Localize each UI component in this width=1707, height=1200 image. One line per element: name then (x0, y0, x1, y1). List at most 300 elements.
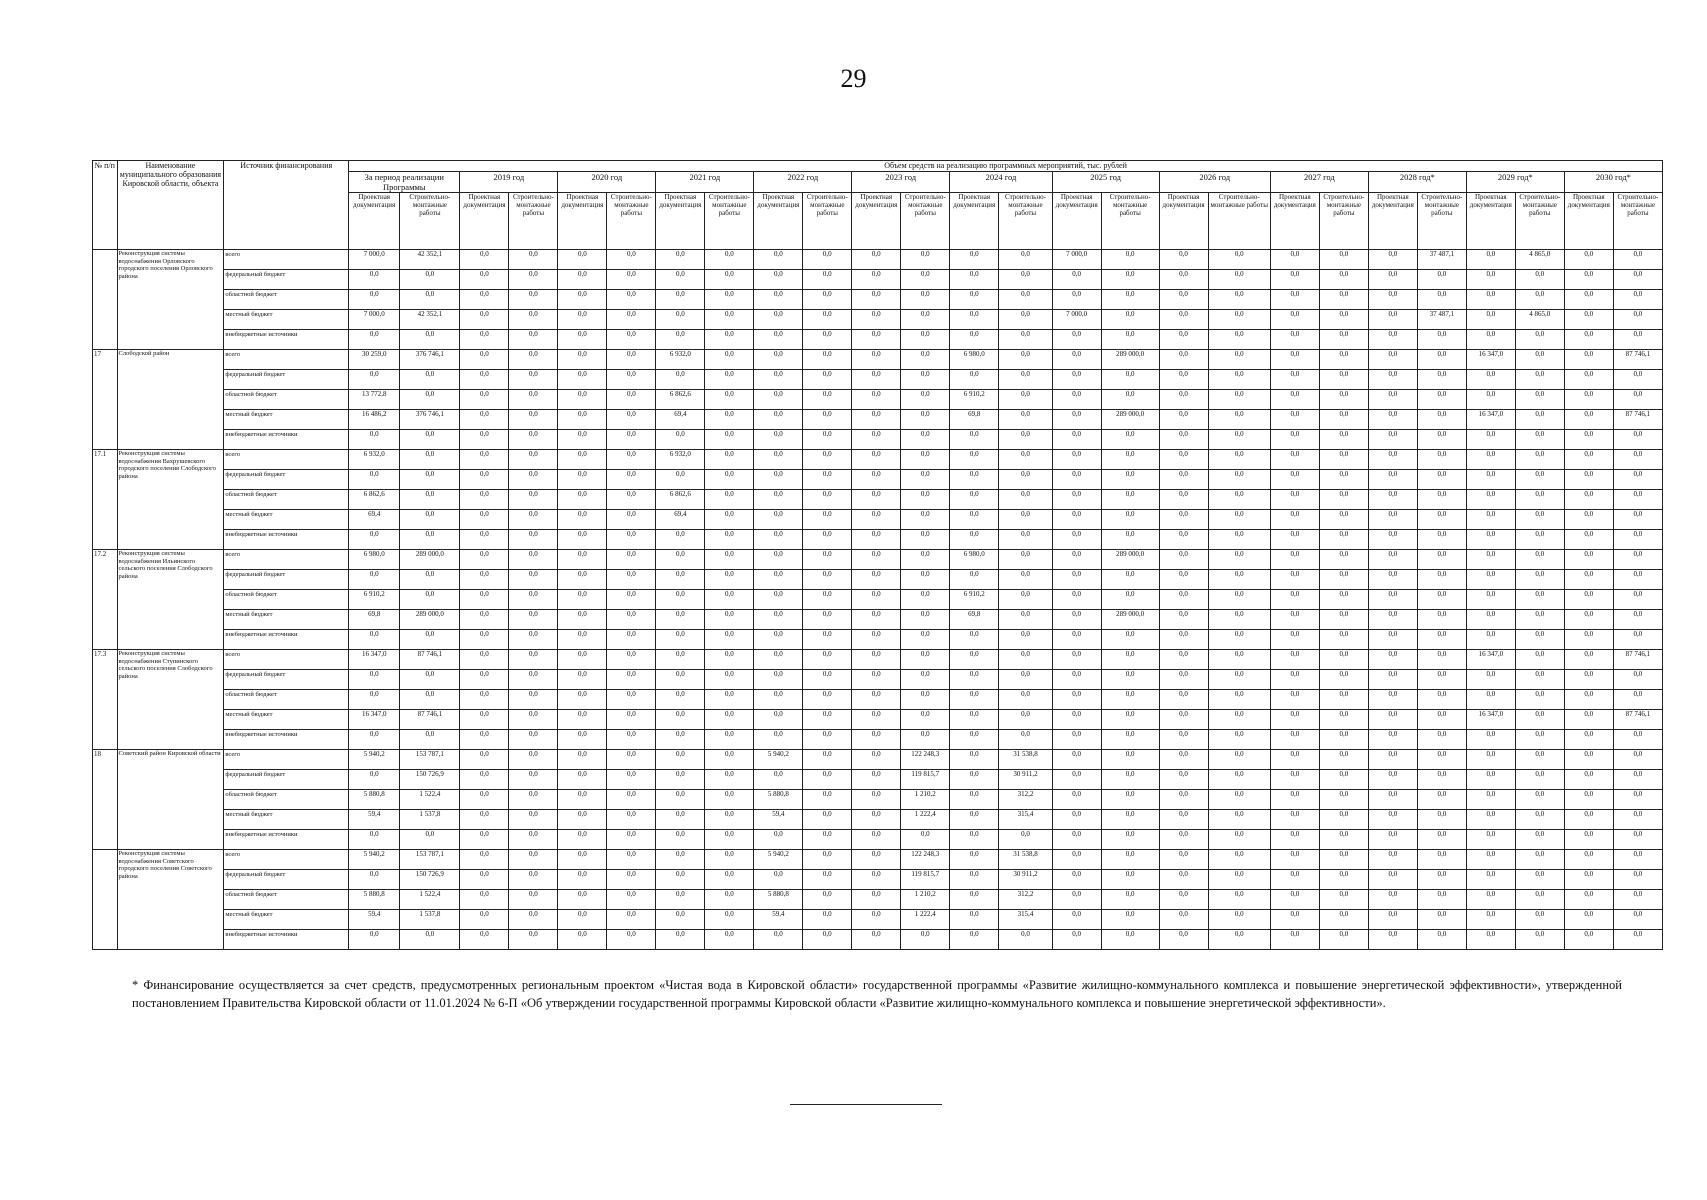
table-header (93, 161, 1663, 250)
value-cell: 0,0 (607, 810, 656, 830)
value-cell: 0,0 (1208, 930, 1270, 950)
value-cell: 0,0 (1368, 470, 1417, 490)
funding-source: местный бюджет (224, 510, 349, 530)
value-cell: 0,0 (509, 250, 558, 270)
table-row (93, 490, 1663, 510)
value-cell: 0,0 (1417, 610, 1466, 630)
subcol-construction-header: Строительно-монтажные работы (1208, 193, 1270, 250)
value-cell: 0,0 (509, 510, 558, 530)
value-cell: 0,0 (1270, 490, 1319, 510)
value-cell: 0,0 (558, 390, 607, 410)
object-name: Реконструкция системы водоснабжения Ильинского сельского поселения Слободского района (117, 550, 224, 650)
value-cell: 0,0 (607, 570, 656, 590)
value-cell: 0,0 (852, 290, 901, 310)
value-cell: 0,0 (705, 930, 754, 950)
object-name: Реконструкция системы водоснабжения Советского городского поселения Советского района (117, 850, 224, 950)
value-cell: 0,0 (705, 570, 754, 590)
value-cell: 0,0 (1417, 430, 1466, 450)
value-cell: 0,0 (509, 650, 558, 670)
value-cell: 0,0 (999, 510, 1052, 530)
value-cell: 0,0 (656, 570, 705, 590)
value-cell: 0,0 (803, 290, 852, 310)
value-cell: 0,0 (1270, 930, 1319, 950)
value-cell: 0,0 (1466, 570, 1515, 590)
value-cell: 0,0 (852, 770, 901, 790)
value-cell: 0,0 (558, 450, 607, 470)
value-cell: 0,0 (656, 330, 705, 350)
period-header: 2022 год (754, 172, 852, 193)
value-cell: 0,0 (1368, 830, 1417, 850)
value-cell: 289 000,0 (1101, 610, 1159, 630)
subcol-construction-header: Строительно-монтажные работы (901, 193, 950, 250)
value-cell: 0,0 (509, 930, 558, 950)
value-cell: 0,0 (1052, 710, 1101, 730)
value-cell: 0,0 (754, 330, 803, 350)
value-cell: 0,0 (999, 590, 1052, 610)
value-cell: 0,0 (705, 410, 754, 430)
value-cell: 0,0 (705, 830, 754, 850)
value-cell: 0,0 (950, 290, 999, 310)
value-cell: 0,0 (1613, 570, 1662, 590)
value-cell: 0,0 (705, 250, 754, 270)
value-cell: 0,0 (1368, 710, 1417, 730)
value-cell: 0,0 (803, 770, 852, 790)
value-cell: 0,0 (1613, 390, 1662, 410)
financing-table (92, 160, 1663, 950)
value-cell: 0,0 (1368, 430, 1417, 450)
value-cell: 0,0 (1515, 610, 1564, 630)
value-cell: 1 222,4 (901, 910, 950, 930)
subcol-construction-header: Строительно-монтажные работы (1417, 193, 1466, 250)
value-cell: 1 522,4 (400, 790, 460, 810)
value-cell: 0,0 (1515, 410, 1564, 430)
value-cell: 6 932,0 (656, 450, 705, 470)
value-cell: 0,0 (607, 730, 656, 750)
object-name: Советский район Кировской области (117, 750, 224, 850)
value-cell: 0,0 (1101, 530, 1159, 550)
funding-source: всего (224, 750, 349, 770)
value-cell: 0,0 (1101, 590, 1159, 610)
table-row (93, 690, 1663, 710)
value-cell: 0,0 (754, 650, 803, 670)
table-row (93, 750, 1663, 770)
value-cell: 0,0 (1159, 750, 1208, 770)
value-cell: 0,0 (460, 710, 509, 730)
value-cell: 289 000,0 (1101, 410, 1159, 430)
value-cell: 0,0 (705, 590, 754, 610)
value-cell: 0,0 (1564, 250, 1613, 270)
value-cell: 0,0 (901, 550, 950, 570)
value-cell: 0,0 (1417, 670, 1466, 690)
value-cell: 0,0 (803, 530, 852, 550)
value-cell: 0,0 (1368, 630, 1417, 650)
funding-source: всего (224, 650, 349, 670)
value-cell: 0,0 (803, 710, 852, 730)
table-row (93, 810, 1663, 830)
funding-source: всего (224, 250, 349, 270)
value-cell: 0,0 (1613, 610, 1662, 630)
value-cell: 16 347,0 (1466, 710, 1515, 730)
value-cell: 0,0 (1368, 850, 1417, 870)
value-cell: 0,0 (1368, 290, 1417, 310)
value-cell: 59,4 (754, 910, 803, 930)
value-cell: 0,0 (1515, 910, 1564, 930)
value-cell: 0,0 (1368, 270, 1417, 290)
value-cell: 0,0 (803, 870, 852, 890)
value-cell: 0,0 (1101, 830, 1159, 850)
value-cell: 0,0 (460, 910, 509, 930)
value-cell: 0,0 (558, 870, 607, 890)
value-cell: 0,0 (754, 690, 803, 710)
table-row (93, 550, 1663, 570)
value-cell: 0,0 (754, 730, 803, 750)
value-cell: 0,0 (852, 350, 901, 370)
value-cell: 0,0 (1159, 490, 1208, 510)
value-cell: 6 862,6 (349, 490, 400, 510)
value-cell: 0,0 (754, 590, 803, 610)
value-cell: 0,0 (509, 890, 558, 910)
funding-source: местный бюджет (224, 710, 349, 730)
value-cell: 0,0 (1319, 570, 1368, 590)
value-cell: 0,0 (400, 390, 460, 410)
value-cell: 0,0 (558, 570, 607, 590)
value-cell: 0,0 (460, 430, 509, 450)
value-cell: 0,0 (400, 690, 460, 710)
value-cell: 0,0 (1159, 610, 1208, 630)
value-cell: 0,0 (1208, 730, 1270, 750)
value-cell: 0,0 (460, 390, 509, 410)
value-cell: 0,0 (1368, 650, 1417, 670)
value-cell: 0,0 (999, 530, 1052, 550)
value-cell: 0,0 (558, 290, 607, 310)
value-cell: 0,0 (852, 470, 901, 490)
value-cell: 289 000,0 (1101, 350, 1159, 370)
value-cell: 0,0 (1319, 890, 1368, 910)
value-cell: 0,0 (460, 350, 509, 370)
value-cell: 0,0 (705, 650, 754, 670)
value-cell: 0,0 (460, 870, 509, 890)
value-cell: 0,0 (1564, 570, 1613, 590)
value-cell: 87 746,1 (400, 710, 460, 730)
value-cell: 0,0 (1613, 370, 1662, 390)
value-cell: 0,0 (558, 530, 607, 550)
value-cell: 0,0 (1564, 890, 1613, 910)
row-number: 17.2 (93, 550, 118, 650)
value-cell: 0,0 (1368, 450, 1417, 470)
value-cell: 0,0 (950, 430, 999, 450)
value-cell: 0,0 (558, 590, 607, 610)
value-cell: 0,0 (558, 550, 607, 570)
value-cell: 0,0 (509, 570, 558, 590)
value-cell: 0,0 (509, 270, 558, 290)
value-cell: 0,0 (999, 290, 1052, 310)
value-cell: 0,0 (656, 270, 705, 290)
value-cell: 0,0 (1613, 630, 1662, 650)
value-cell: 0,0 (1270, 350, 1319, 370)
value-cell: 0,0 (705, 450, 754, 470)
value-cell: 0,0 (1417, 510, 1466, 530)
value-cell: 0,0 (400, 270, 460, 290)
value-cell: 0,0 (1515, 490, 1564, 510)
value-cell: 0,0 (901, 250, 950, 270)
value-cell: 0,0 (852, 850, 901, 870)
value-cell: 0,0 (1319, 710, 1368, 730)
value-cell: 0,0 (509, 590, 558, 610)
value-cell: 0,0 (1052, 650, 1101, 670)
value-cell: 0,0 (754, 610, 803, 630)
value-cell: 0,0 (1052, 910, 1101, 930)
value-cell: 0,0 (1208, 670, 1270, 690)
value-cell: 0,0 (1466, 930, 1515, 950)
value-cell: 0,0 (1564, 630, 1613, 650)
value-cell: 0,0 (656, 910, 705, 930)
value-cell: 0,0 (1052, 370, 1101, 390)
funding-source: местный бюджет (224, 610, 349, 630)
value-cell: 0,0 (1052, 270, 1101, 290)
value-cell: 0,0 (656, 690, 705, 710)
value-cell: 0,0 (754, 870, 803, 890)
value-cell: 0,0 (1319, 510, 1368, 530)
value-cell: 0,0 (1052, 550, 1101, 570)
value-cell: 0,0 (1368, 250, 1417, 270)
value-cell: 0,0 (1208, 650, 1270, 670)
value-cell: 0,0 (1515, 550, 1564, 570)
value-cell: 0,0 (349, 530, 400, 550)
value-cell: 0,0 (1417, 450, 1466, 470)
value-cell: 0,0 (460, 490, 509, 510)
value-cell: 87 746,1 (1613, 650, 1662, 670)
value-cell: 0,0 (754, 390, 803, 410)
value-cell: 0,0 (1101, 730, 1159, 750)
table-row (93, 790, 1663, 810)
value-cell: 0,0 (509, 730, 558, 750)
funding-source: всего (224, 350, 349, 370)
value-cell: 0,0 (999, 330, 1052, 350)
subcol-design-header: Проектная документация (950, 193, 999, 250)
table-row (93, 450, 1663, 470)
value-cell: 0,0 (1159, 530, 1208, 550)
header-row-title (93, 161, 1663, 172)
value-cell: 0,0 (1564, 910, 1613, 930)
value-cell: 5 940,2 (349, 750, 400, 770)
value-cell: 59,4 (349, 910, 400, 930)
value-cell: 0,0 (852, 890, 901, 910)
value-cell: 0,0 (509, 710, 558, 730)
subcol-design-header: Проектная документация (1270, 193, 1319, 250)
value-cell: 376 746,1 (400, 350, 460, 370)
value-cell: 0,0 (1270, 870, 1319, 890)
value-cell: 0,0 (803, 510, 852, 530)
value-cell: 69,4 (656, 510, 705, 530)
value-cell: 0,0 (1564, 270, 1613, 290)
value-cell: 0,0 (950, 790, 999, 810)
funding-source: областной бюджет (224, 290, 349, 310)
value-cell: 0,0 (1319, 450, 1368, 470)
value-cell: 0,0 (999, 650, 1052, 670)
value-cell: 0,0 (754, 310, 803, 330)
value-cell: 0,0 (852, 250, 901, 270)
value-cell: 0,0 (460, 630, 509, 650)
value-cell: 0,0 (1613, 890, 1662, 910)
table-row (93, 430, 1663, 450)
value-cell: 0,0 (558, 790, 607, 810)
value-cell: 0,0 (656, 650, 705, 670)
value-cell: 0,0 (656, 530, 705, 550)
value-cell: 0,0 (1319, 790, 1368, 810)
value-cell: 0,0 (1052, 330, 1101, 350)
funding-source: федеральный бюджет (224, 470, 349, 490)
value-cell: 0,0 (1515, 290, 1564, 310)
value-cell: 0,0 (400, 670, 460, 690)
value-cell: 0,0 (558, 770, 607, 790)
value-cell: 315,4 (999, 810, 1052, 830)
value-cell: 0,0 (349, 930, 400, 950)
value-cell: 0,0 (1368, 310, 1417, 330)
value-cell: 0,0 (705, 770, 754, 790)
funding-source: федеральный бюджет (224, 570, 349, 590)
value-cell: 0,0 (852, 370, 901, 390)
value-cell: 0,0 (400, 590, 460, 610)
value-cell: 0,0 (1417, 550, 1466, 570)
value-cell: 0,0 (1515, 450, 1564, 470)
subcol-design-header: Проектная документация (349, 193, 400, 250)
value-cell: 0,0 (607, 510, 656, 530)
period-header: 2029 год* (1466, 172, 1564, 193)
value-cell: 0,0 (803, 890, 852, 910)
value-cell: 0,0 (1052, 490, 1101, 510)
value-cell: 0,0 (1270, 290, 1319, 310)
value-cell: 0,0 (1208, 830, 1270, 850)
value-cell: 0,0 (656, 310, 705, 330)
value-cell: 0,0 (1319, 350, 1368, 370)
value-cell: 0,0 (705, 310, 754, 330)
value-cell: 0,0 (1319, 630, 1368, 650)
subcol-design-header: Проектная документация (1159, 193, 1208, 250)
value-cell: 0,0 (460, 770, 509, 790)
table-row (93, 910, 1663, 930)
value-cell: 0,0 (1564, 330, 1613, 350)
value-cell: 6 980,0 (950, 350, 999, 370)
value-cell: 0,0 (1613, 470, 1662, 490)
value-cell: 4 865,0 (1515, 250, 1564, 270)
value-cell: 0,0 (1564, 930, 1613, 950)
value-cell: 0,0 (400, 570, 460, 590)
value-cell: 0,0 (1159, 430, 1208, 450)
value-cell: 312,2 (999, 890, 1052, 910)
value-cell: 0,0 (705, 430, 754, 450)
value-cell: 0,0 (1564, 750, 1613, 770)
value-cell: 0,0 (1319, 690, 1368, 710)
value-cell: 0,0 (509, 870, 558, 890)
value-cell: 0,0 (1368, 670, 1417, 690)
value-cell: 0,0 (1208, 570, 1270, 590)
value-cell: 0,0 (999, 310, 1052, 330)
value-cell: 30 911,2 (999, 770, 1052, 790)
value-cell: 0,0 (1052, 870, 1101, 890)
value-cell: 0,0 (1564, 650, 1613, 670)
value-cell: 0,0 (1368, 510, 1417, 530)
value-cell: 0,0 (1270, 730, 1319, 750)
value-cell: 0,0 (1101, 690, 1159, 710)
value-cell: 0,0 (852, 570, 901, 590)
value-cell: 0,0 (509, 290, 558, 310)
funding-source: областной бюджет (224, 390, 349, 410)
value-cell: 0,0 (950, 510, 999, 530)
value-cell: 0,0 (1208, 850, 1270, 870)
value-cell: 0,0 (1368, 410, 1417, 430)
value-cell: 0,0 (1466, 390, 1515, 410)
table-row (93, 650, 1663, 670)
value-cell: 0,0 (1417, 390, 1466, 410)
value-cell: 0,0 (656, 250, 705, 270)
value-cell: 0,0 (509, 810, 558, 830)
value-cell: 0,0 (1159, 330, 1208, 350)
value-cell: 0,0 (754, 570, 803, 590)
value-cell: 0,0 (1270, 530, 1319, 550)
value-cell: 59,4 (349, 810, 400, 830)
value-cell: 0,0 (852, 590, 901, 610)
value-cell: 0,0 (901, 370, 950, 390)
value-cell: 0,0 (1564, 310, 1613, 330)
value-cell: 0,0 (901, 470, 950, 490)
col-source-header: Источник финансирования (224, 161, 349, 250)
value-cell: 0,0 (705, 630, 754, 650)
value-cell: 0,0 (1052, 350, 1101, 370)
value-cell: 0,0 (1270, 410, 1319, 430)
value-cell: 0,0 (1515, 730, 1564, 750)
value-cell: 0,0 (607, 910, 656, 930)
value-cell: 0,0 (460, 750, 509, 770)
value-cell: 0,0 (950, 470, 999, 490)
value-cell: 0,0 (1270, 430, 1319, 450)
value-cell: 0,0 (1270, 370, 1319, 390)
row-number: 18 (93, 750, 118, 850)
value-cell: 0,0 (803, 670, 852, 690)
value-cell: 5 940,2 (754, 750, 803, 770)
value-cell: 0,0 (1159, 270, 1208, 290)
value-cell: 0,0 (852, 690, 901, 710)
value-cell: 0,0 (1613, 590, 1662, 610)
value-cell: 0,0 (558, 630, 607, 650)
value-cell: 0,0 (509, 430, 558, 450)
value-cell: 0,0 (950, 490, 999, 510)
value-cell: 0,0 (558, 430, 607, 450)
value-cell: 0,0 (1270, 570, 1319, 590)
funding-source: внебюджетные источники (224, 930, 349, 950)
subcol-design-header: Проектная документация (1368, 193, 1417, 250)
value-cell: 0,0 (1319, 430, 1368, 450)
value-cell: 87 746,1 (1613, 350, 1662, 370)
value-cell: 0,0 (852, 330, 901, 350)
value-cell: 0,0 (1270, 670, 1319, 690)
value-cell: 0,0 (1564, 830, 1613, 850)
value-cell: 0,0 (1564, 410, 1613, 430)
value-cell: 0,0 (1101, 390, 1159, 410)
value-cell: 0,0 (1052, 590, 1101, 610)
value-cell: 0,0 (999, 450, 1052, 470)
value-cell: 5 880,8 (754, 890, 803, 910)
value-cell: 6 980,0 (349, 550, 400, 570)
value-cell: 0,0 (1613, 750, 1662, 770)
value-cell: 0,0 (349, 690, 400, 710)
value-cell: 0,0 (1564, 730, 1613, 750)
value-cell: 0,0 (1052, 410, 1101, 430)
value-cell: 0,0 (656, 630, 705, 650)
value-cell: 150 726,9 (400, 770, 460, 790)
value-cell: 0,0 (460, 370, 509, 390)
value-cell: 0,0 (1368, 530, 1417, 550)
funding-source: всего (224, 850, 349, 870)
